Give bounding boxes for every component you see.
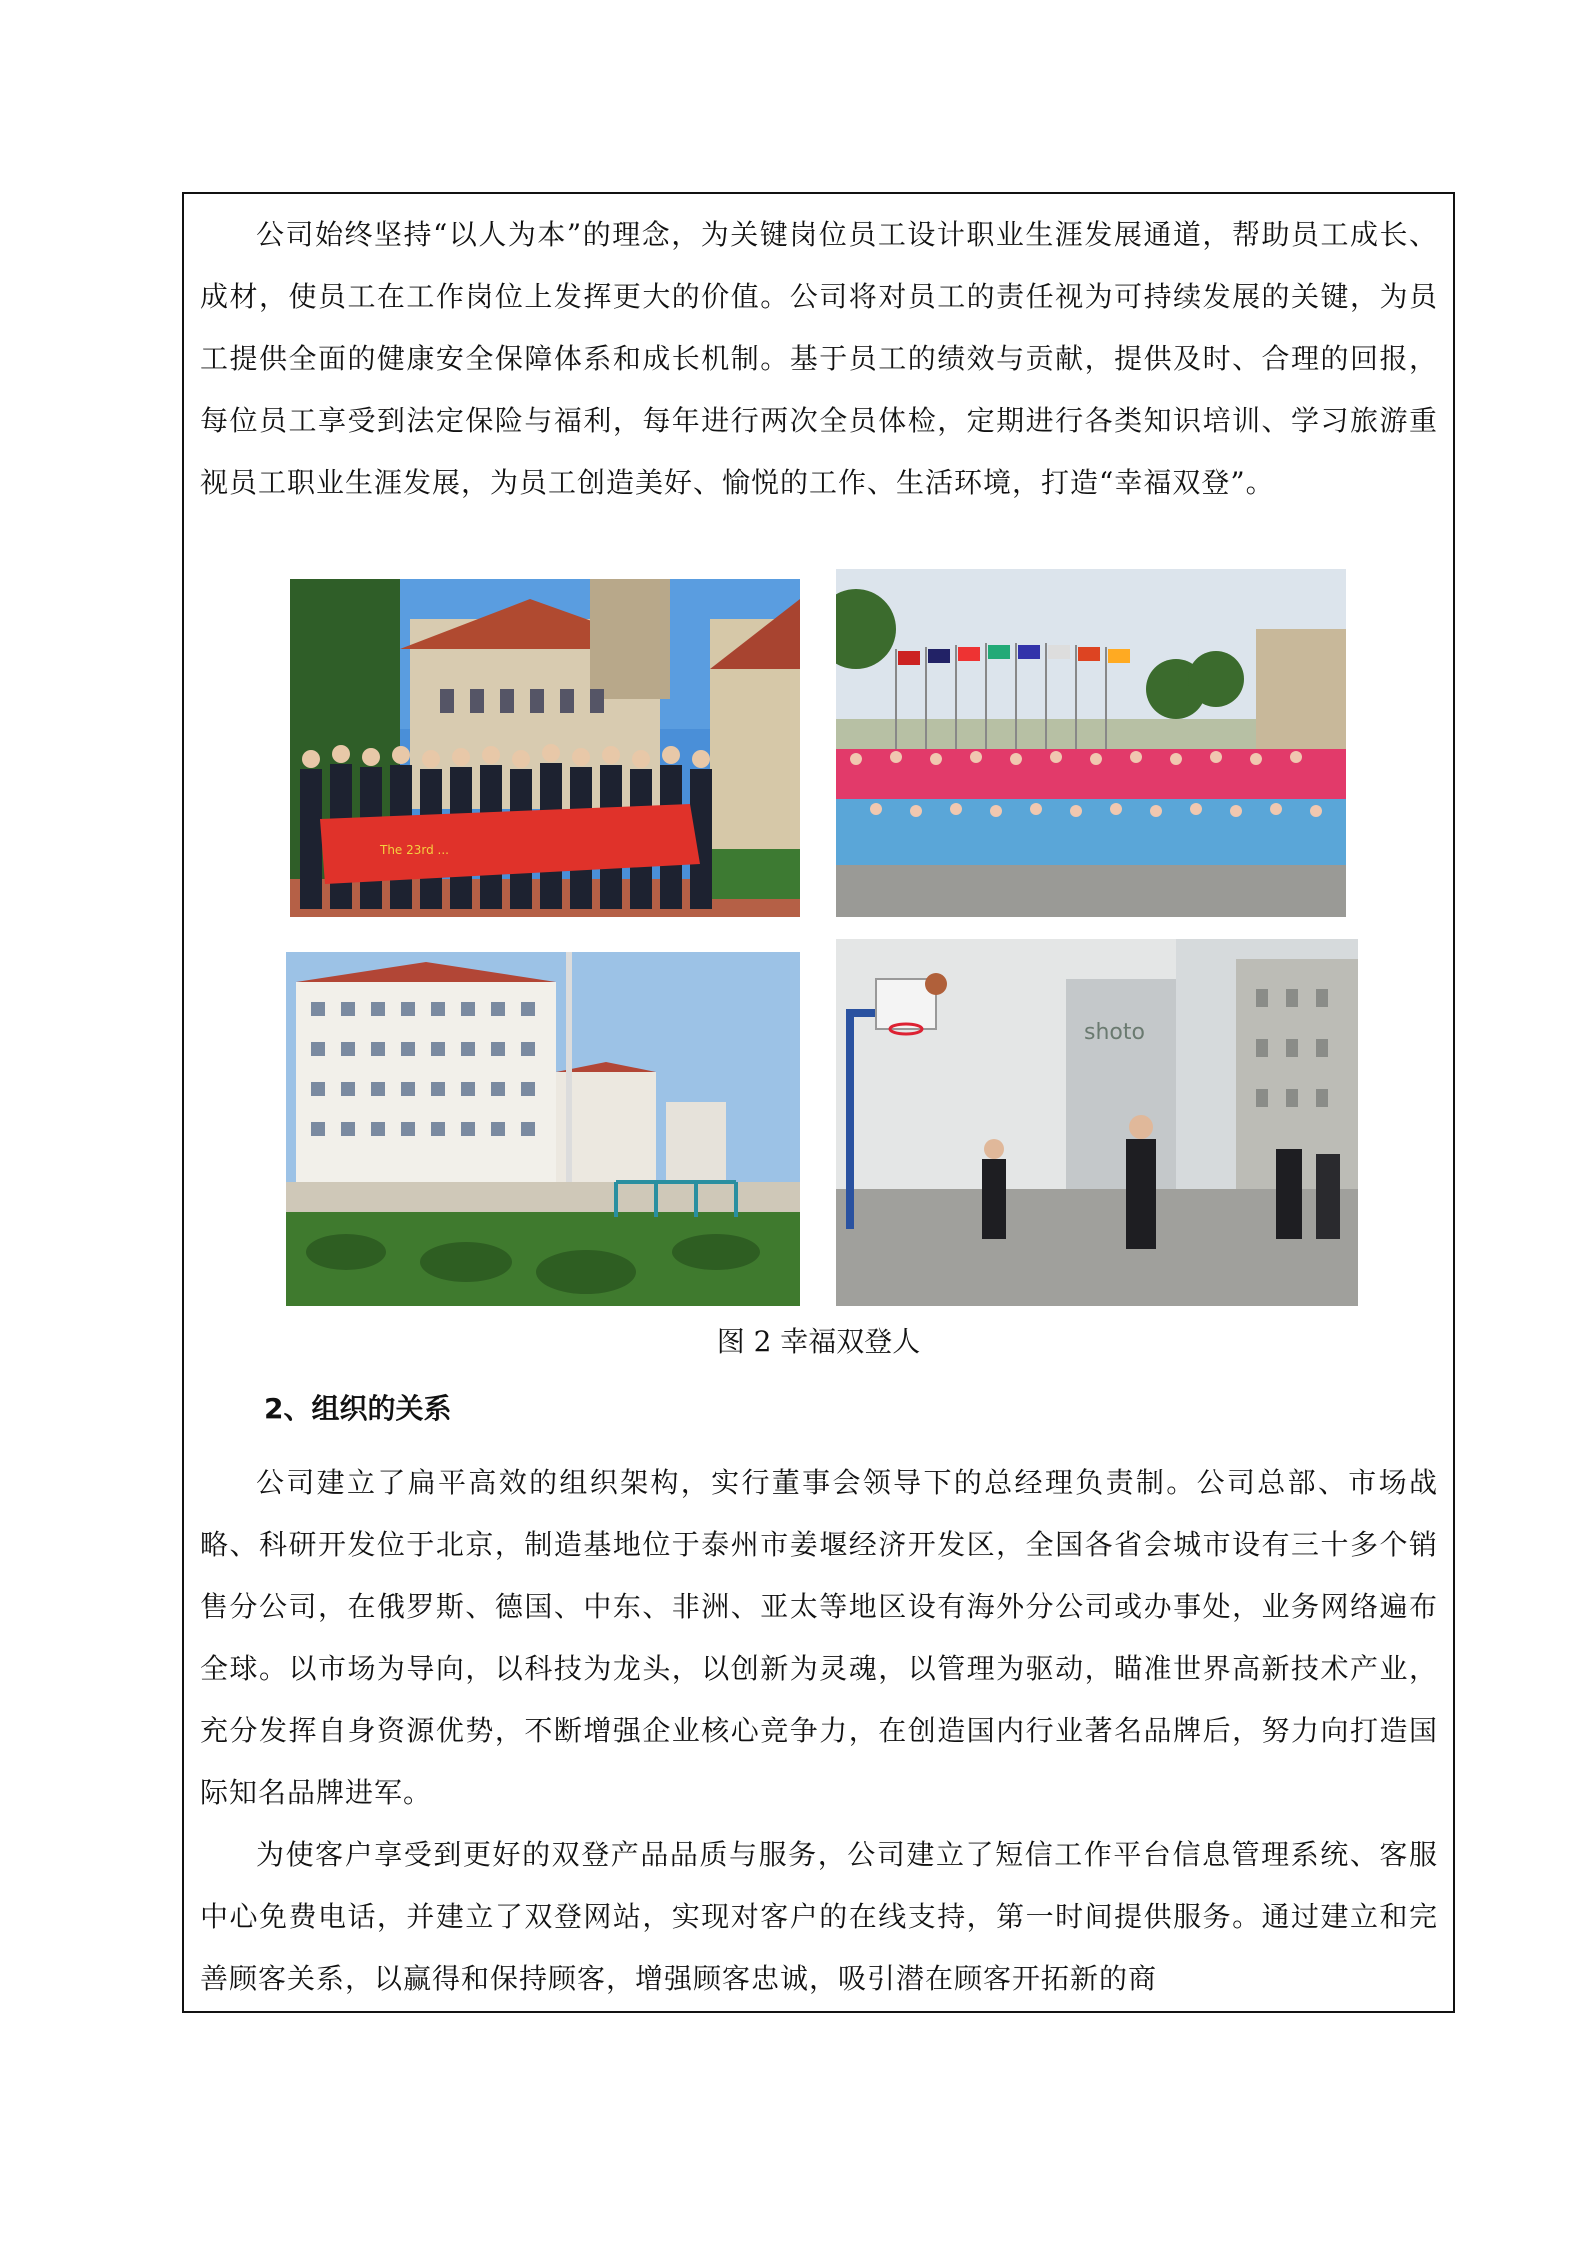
paragraph-customer-service: 为使客户享受到更好的双登产品品质与服务，公司建立了短信工作平台信息管理系统、客服中心免费电话，并建立了双登网站，实现对客户的在线支持，第一时间提供服务。通过建立和完善顾客关系，以赢得和保持顾客，增强顾客忠诚，吸引潜在顾客开拓新的商 <box>200 1838 1438 1995</box>
intro-text <box>200 204 1438 514</box>
figure-caption: 图 2 幸福双登人 <box>716 1325 921 1358</box>
apartment-buildings-photo <box>286 952 800 1306</box>
banner-text: The 23rd ... <box>380 843 449 857</box>
group-photo-flags <box>836 569 1346 917</box>
basketball-photo <box>836 939 1358 1306</box>
paragraph-organization: 公司建立了扁平高效的组织架构，实行董事会领导下的总经理负责制。公司总部、市场战略、科研开发位于北京，制造基地位于泰州市姜堰经济开发区，全国各省会城市设有三十多个销售分公司，在俄罗斯、德国、中东、非洲、亚太等地区设有海外分公司或办事处，业务网络遍布全球。以市场为导向，以科技为龙头，以创新为灵魂，以管理为驱动，瞄准世界高新技术产业，充分发挥自身资源优势，不断增强企业核心竞争力，在创造国内行业著名品牌后，努力向打造国际知名品牌进军。 <box>200 1466 1438 1809</box>
paragraph-employee-care: 公司始终坚持“以人为本”的理念，为关键岗位员工设计职业生涯发展通道，帮助员工成长、成材，使员工在工作岗位上发挥更大的价值。公司将对员工的责任视为可持续发展的关键，为员工提供全面的健康安全保障体系和成长机制。基于员工的绩效与贡献，提供及时、合理的回报，每位员工享受到法定保险与福利，每年进行两次全员体检，定期进行各类知识培训、学习旅游重视员工职业生涯发展，为员工创造美好、愉悦的工作、生活环境，打造“幸福双登”。 <box>200 218 1438 499</box>
section-2-text <box>200 1452 1438 2010</box>
group-photo-banner <box>290 579 800 917</box>
section-heading: 2、组织的关系 <box>264 1392 452 1425</box>
building-sign-text: shoto <box>1084 1020 1145 1045</box>
content-frame <box>182 192 1455 2013</box>
